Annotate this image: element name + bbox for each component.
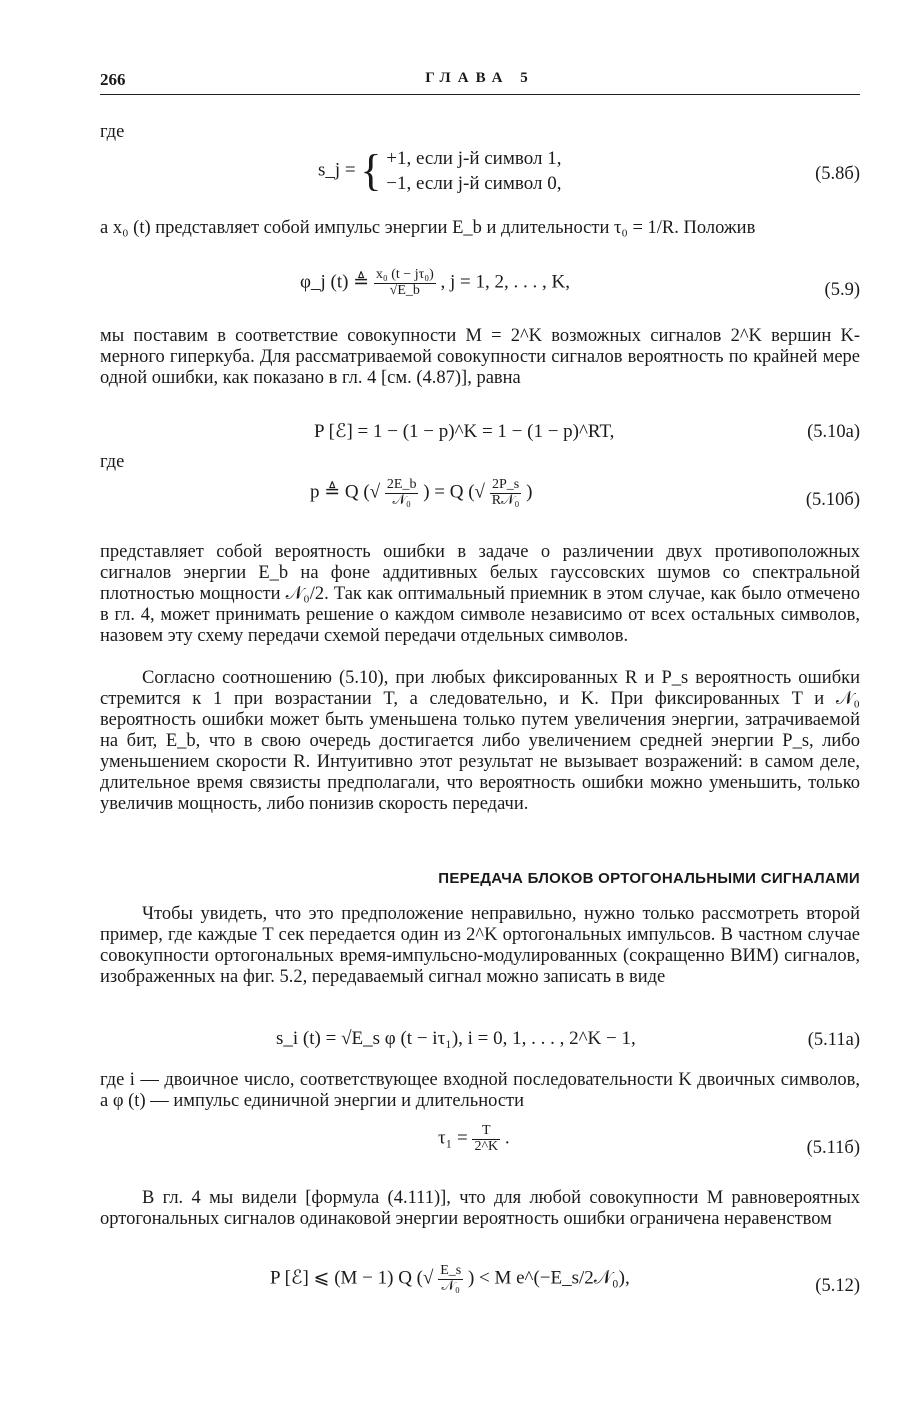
eq-5-12-lhs: P [ℰ] ⩽ (M − 1) Q (√: [270, 1267, 434, 1289]
section-heading: ПЕРЕДАЧА БЛОКОВ ОРТОГОНАЛЬНЫМИ СИГНАЛАМИ: [438, 870, 860, 887]
eq-5-12-fraction: [438, 1264, 463, 1294]
eq-number-5-11b: (5.11б): [806, 1138, 860, 1158]
page-header: [100, 70, 860, 95]
eq-number-5-8b: (5.8б): [815, 164, 860, 184]
eq-5-12-denominator: 𝒩₀: [441, 1278, 460, 1294]
eq-5-10b-den-1: 𝒩₀: [392, 492, 411, 508]
eq-5-11b-numerator: T: [472, 1124, 500, 1140]
eq-5-9-denominator: √E_b: [389, 282, 420, 298]
eq-number-5-9: (5.9): [824, 280, 860, 300]
eq-number-5-10b: (5.10б): [805, 490, 860, 510]
paragraph-5: Чтобы увидеть, что это предположение неправильно, нужно только рассмотреть второй пример, где каждые T сек передается один из 2^K ортогональных импульсов. В частном случае совокупности ортогональных время-импульсно-модулированных (сокращенно ВИМ) сигналов, изображенных на фиг. 5.2, передаваемый сигнал можно записать в виде: [100, 904, 860, 987]
equation-5-11b: [438, 1124, 510, 1154]
paragraph-4: Согласно соотношению (5.10), при любых фиксированных R и P_s вероятность ошибки стремится к 1 при возрастании T, а следовательно, и K. При фиксированных T и 𝒩₀ вероятность ошибки может быть уменьшена только путем увеличения энергии, затрачиваемой на бит, E_b, что в свою очередь достигается либо увеличением средней энергии P_s, либо уменьшением скорости R. Интуитивно этот результат не вызывает возражений: в самом деле, длительное время связисты предполагали, что вероятность ошибки можно уменьшить, только увеличив мощность, либо понизив скорость передачи.: [100, 668, 860, 814]
paragraph-7: В гл. 4 мы видели [формула (4.111)], что для любой совокупности M равновероятных ортогональных сигналов одинаковой энергии вероятность ошибки ограничена неравенством: [100, 1188, 860, 1229]
equation-5-10a: P [ℰ] = 1 − (1 − p)^K = 1 − (1 − p)^RT,: [314, 421, 615, 442]
equation-5-11a: s_i (t) = √E_s φ (t − iτ₁), i = 0, 1, . . . , 2^K − 1,: [276, 1028, 636, 1049]
eq-5-9-fraction: [374, 268, 436, 298]
eq-5-10b-mid: ) = Q (√: [423, 481, 485, 503]
where-label-1: где: [100, 122, 125, 142]
left-brace: {: [360, 146, 382, 195]
eq-number-5-11a: (5.11а): [807, 1030, 860, 1050]
eq-5-10b-den-2: R𝒩₀: [491, 492, 520, 508]
paragraph-6: где i — двоичное число, соответствующее входной последовательности K двоичных символов, а φ (t) — импульс единичной энергии и длительности: [100, 1070, 860, 1111]
eq-5-10b-lhs: p ≜ Q (√: [310, 481, 381, 503]
paragraph-3: представляет собой вероятность ошибки в задаче о различении двух противоположных сигналов энергии E_b на фоне аддитивных белых гауссовских шумов со спектральной плотностью мощности 𝒩₀/2. Так как оптимальный приемник в этом случае, как было отмечено в гл. 4, может принимать решение о каждом символе независимо от всех остальных символов, назовем эту схему передачи схемой передачи отдельных символов.: [100, 542, 860, 646]
eq-5-11b-denominator: 2^K: [474, 1138, 499, 1154]
paragraph-2: мы поставим в соответствие совокупности M = 2^K возможных сигналов 2^K вершин K-мерного гиперкуба. Для рассматриваемой совокупности сигналов вероятность по крайней мере одной ошибки, как показано в гл. 4 [см. (4.87)], равна: [100, 326, 860, 388]
eq-5-8b-cases: [386, 146, 561, 196]
equation-5-10b: [310, 478, 532, 508]
eq-5-9-lhs: φ_j (t) ≜: [300, 271, 370, 293]
where-label-2: где: [100, 452, 125, 472]
paragraph-1: а x₀ (t) представляет собой импульс энергии E_b и длительности τ₀ = 1/R. Положив: [100, 218, 756, 238]
eq-number-5-10a: (5.10а): [807, 422, 860, 442]
running-title: ГЛАВА 5: [425, 70, 535, 86]
equation-5-9: [300, 268, 570, 298]
eq-5-9-numerator: x₀ (t − jτ₀): [375, 267, 434, 282]
eq-5-10b-num-1: 2E_b: [386, 477, 417, 492]
page-number: 266: [100, 70, 126, 89]
eq-5-10b-num-2: 2P_s: [490, 478, 522, 494]
eq-5-12-numerator: E_s: [440, 1263, 462, 1278]
eq-5-11b-fraction: [472, 1124, 500, 1154]
eq-5-11b-end: .: [504, 1127, 510, 1149]
eq-5-8b-case-1: +1, если j-й символ 1,: [386, 148, 562, 169]
eq-5-8b-case-2: −1, если j-й символ 0,: [386, 173, 562, 194]
equation-5-12: [270, 1264, 630, 1294]
eq-number-5-12: (5.12): [815, 1276, 860, 1296]
eq-5-11b-lhs: τ₁ =: [438, 1127, 468, 1149]
equation-5-8b: [318, 146, 561, 196]
eq-5-9-rest: , j = 1, 2, . . . , K,: [440, 271, 570, 293]
eq-5-8b-lhs: s_j =: [318, 159, 356, 181]
eq-5-10b-fraction-2: [490, 478, 522, 508]
eq-5-10b-fraction-1: [385, 478, 419, 508]
eq-5-10b-end: ): [526, 481, 533, 503]
eq-5-12-rhs: ) < M e^(−E_s/2𝒩₀),: [467, 1267, 630, 1289]
